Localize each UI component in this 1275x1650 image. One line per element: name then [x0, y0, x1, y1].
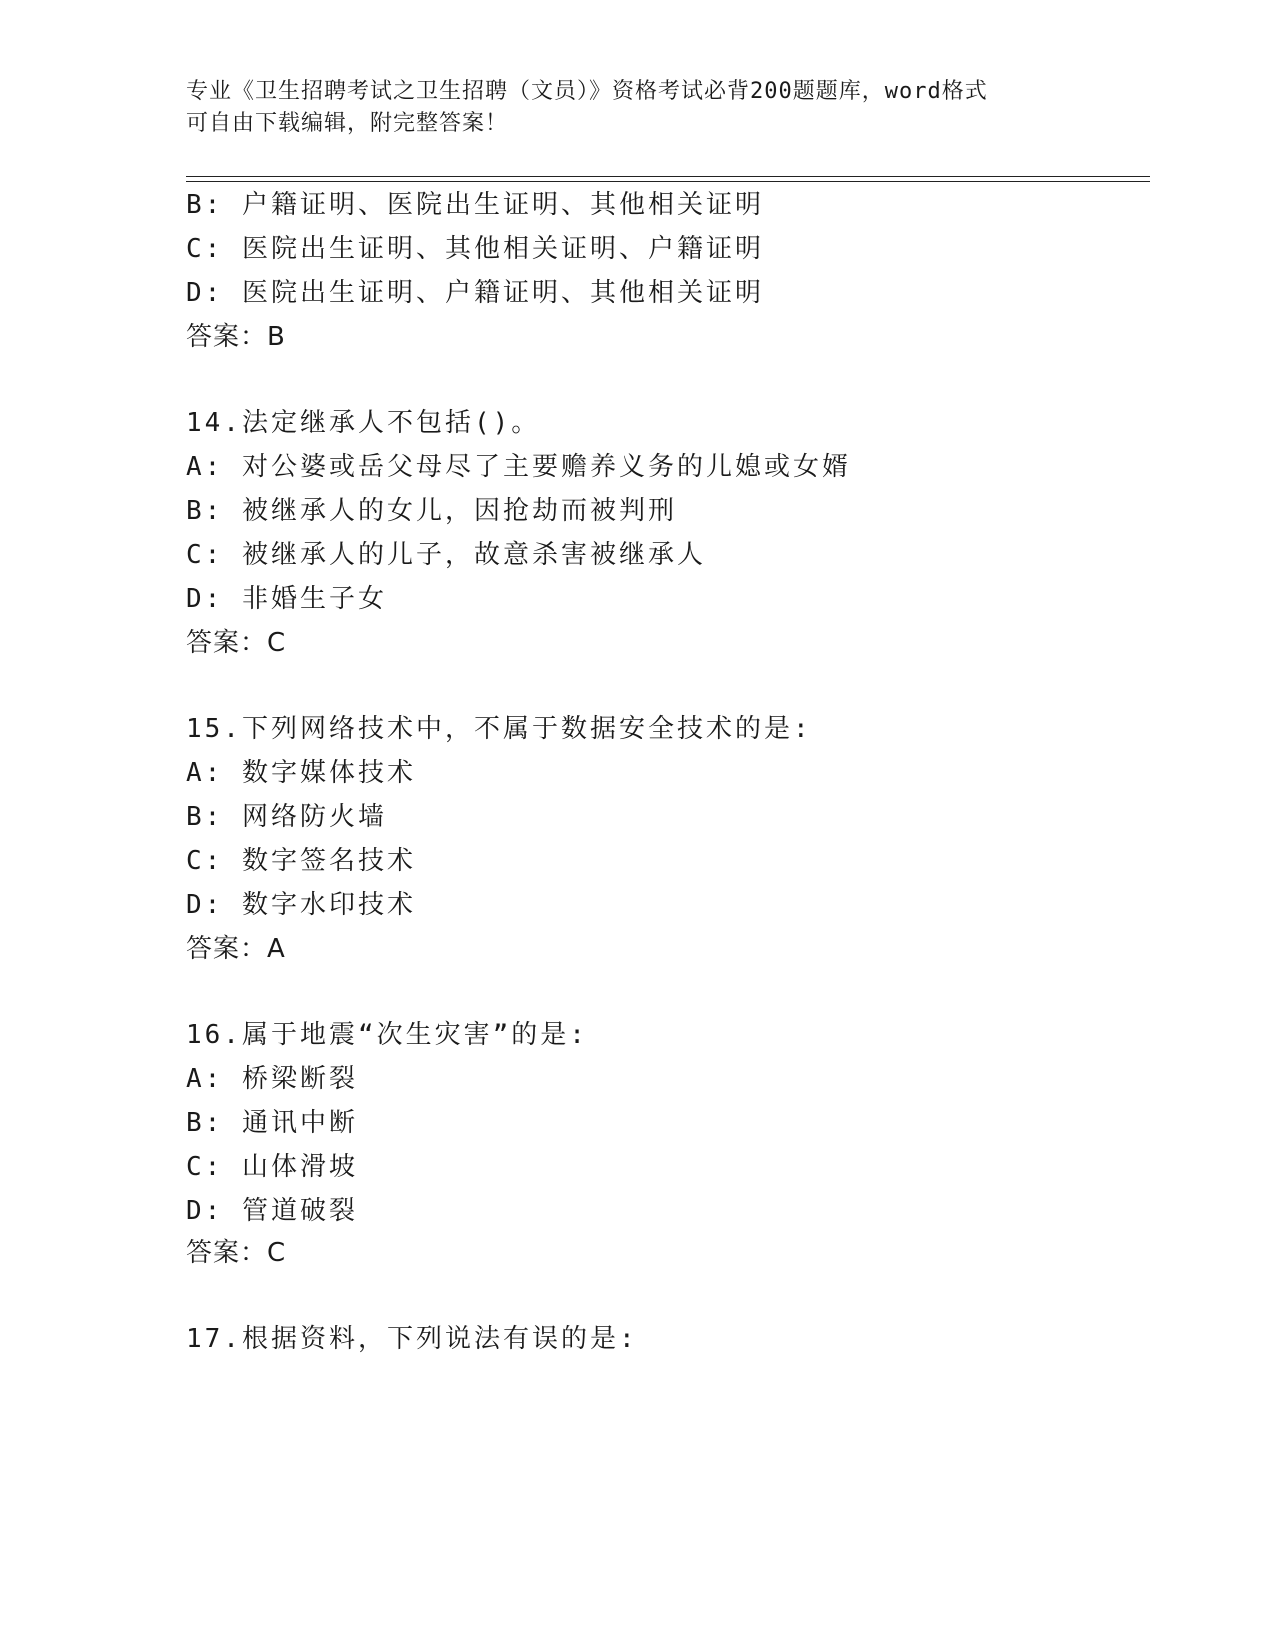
header-line-2: 可自由下载编辑，附完整答案！	[186, 111, 509, 136]
q14-option-c: C: 被继承人的儿子，故意杀害被继承人	[186, 540, 706, 570]
q15-option-a: A: 数字媒体技术	[186, 758, 416, 788]
q16-option-d: D: 管道破裂	[186, 1196, 358, 1226]
q13-answer: 答案：B	[186, 322, 286, 352]
q17-question: 17.根据资料，下列说法有误的是:	[186, 1324, 638, 1354]
q14-question: 14.法定继承人不包括()。	[186, 408, 541, 438]
q15-answer: 答案：A	[186, 934, 286, 964]
q13-option-b: B: 户籍证明、医院出生证明、其他相关证明	[186, 190, 764, 220]
q15-option-c: C: 数字签名技术	[186, 846, 416, 876]
q16-option-a: A: 桥梁断裂	[186, 1064, 358, 1094]
q14-option-b: B: 被继承人的女儿，因抢劫而被判刑	[186, 496, 677, 526]
header-divider-top	[186, 176, 1150, 177]
q13-option-d: D: 医院出生证明、户籍证明、其他相关证明	[186, 278, 764, 308]
header-divider-bottom	[186, 181, 1150, 182]
q14-answer: 答案：C	[186, 628, 287, 658]
q13-option-c: C: 医院出生证明、其他相关证明、户籍证明	[186, 234, 764, 264]
q16-answer: 答案：C	[186, 1238, 287, 1268]
header-line-1: 专业《卫生招聘考试之卫生招聘（文员）》资格考试必背200题题库，word格式	[186, 79, 988, 104]
q16-option-b: B: 通讯中断	[186, 1108, 358, 1138]
q16-question: 16.属于地震“次生灾害”的是:	[186, 1020, 588, 1050]
q16-option-c: C: 山体滑坡	[186, 1152, 358, 1182]
q14-option-d: D: 非婚生子女	[186, 584, 387, 614]
q15-option-d: D: 数字水印技术	[186, 890, 416, 920]
q15-option-b: B: 网络防火墙	[186, 802, 387, 832]
q14-option-a: A: 对公婆或岳父母尽了主要赡养义务的儿媳或女婿	[186, 452, 851, 482]
document-header	[186, 76, 1066, 140]
q15-question: 15.下列网络技术中，不属于数据安全技术的是:	[186, 714, 812, 744]
